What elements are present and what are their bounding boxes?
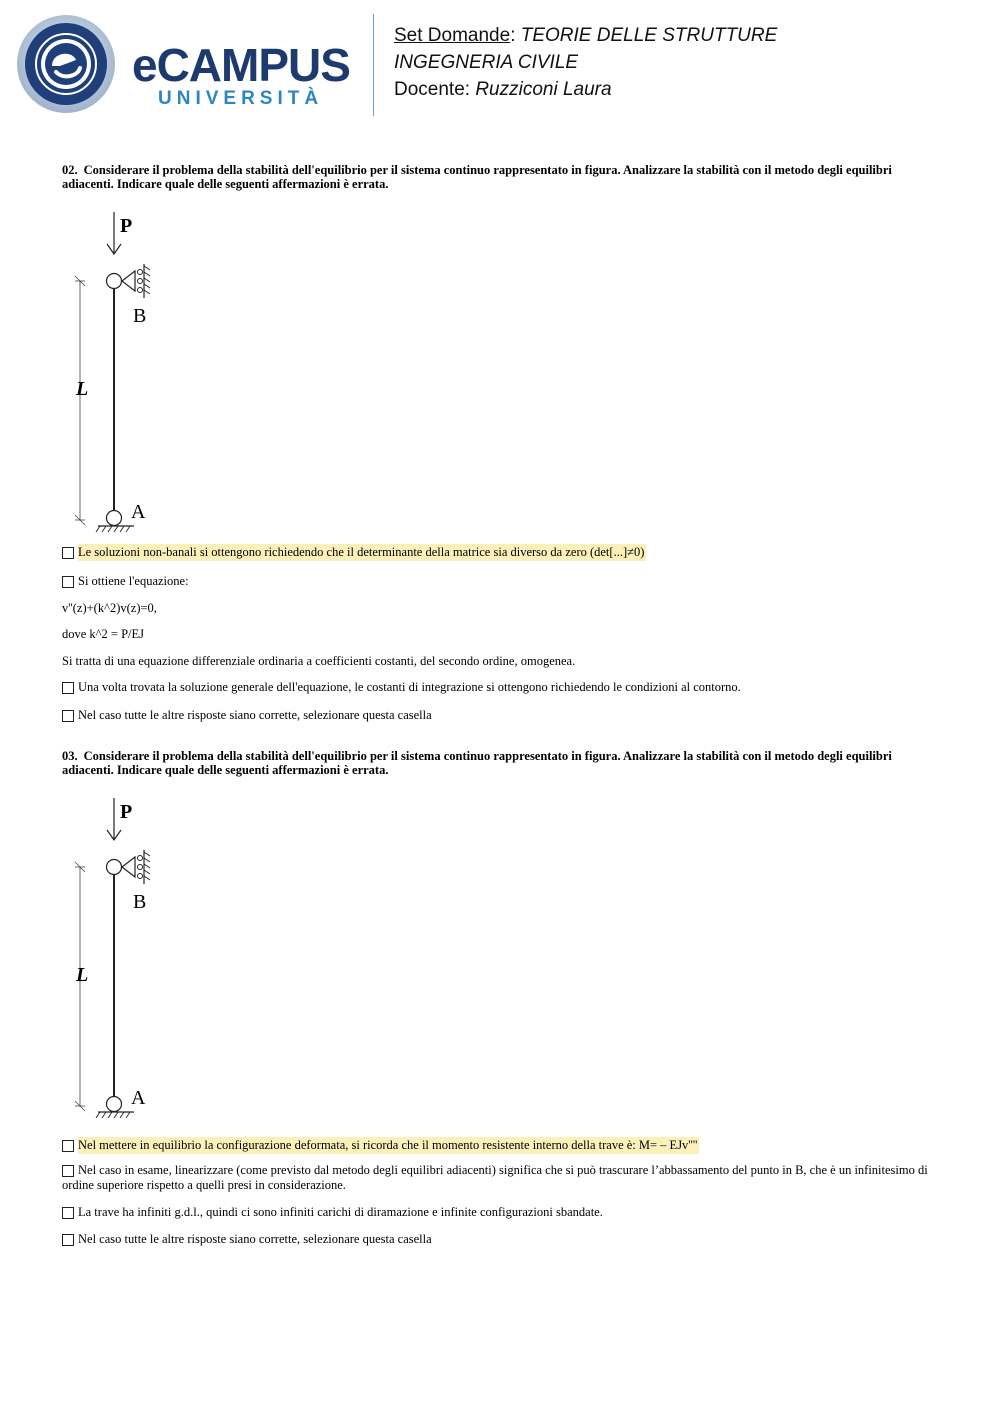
course-title: TEORIE DELLE STRUTTURE [520,25,778,46]
answer-text: Nel caso tutte le altre risposte siano corrette, selezionare questa casella [78,1232,432,1246]
question-body: Considerare il problema della stabilità dell'equilibrio per il sistema continuo rappresentato in figura. Analizzare la stabilità con il metodo degli equilibri adiacenti. Indicare quale delle seguenti affermazioni è errata. [62,749,892,777]
page-header [0,0,1000,130]
answer-checkbox[interactable] [62,547,74,559]
answer-text: Nel caso tutte le altre risposte siano corrette, selezionare questa casella [78,708,432,722]
equation-line: v''(z)+(k^2)v(z)=0, [62,601,157,615]
answer-checkbox[interactable] [62,710,74,722]
length-label: L [76,378,89,400]
set-separator: : [510,25,516,46]
top-support-triangle [122,857,135,877]
bottom-support-label: A [131,501,146,523]
bottom-support-label: A [131,1087,146,1109]
answer-option[interactable] [62,680,942,695]
course-subtitle: INGEGNERIA CIVILE [394,52,579,73]
teacher-name: Ruzziconi Laura [475,79,612,100]
load-label: P [120,215,133,237]
answer-option[interactable] [62,708,942,723]
answer-text: Le soluzioni non-banali si ottengono richiedendo che il determinante della matrice sia diverso da zero (det[...]≠0) [78,545,645,559]
answer-text: Nel caso in esame, linearizzare (come previsto dal metodo degli equilibri adiacenti) significa che si può trascurare l’abbassamento del punto in B, che è un infinitesimo di ordine superiore rispetto a quelli presi in considerazione. [62,1163,928,1192]
answer-text: Una volta trovata la soluzione generale dell'equazione, le costanti di integrazione si ottengono richiedendo le condizioni al contorno. [78,680,741,694]
answer-option[interactable] [62,1232,942,1247]
answer-text: La trave ha infiniti g.d.l., quindi ci sono infiniti carichi di diramazione e infinite configurazioni sbandate. [78,1205,603,1219]
beam-diagram [62,794,172,1124]
answer-checkbox[interactable] [62,576,74,588]
length-label: L [76,964,89,986]
equation-description: Si tratta di una equazione differenziale ordinaria a coefficienti costanti, del secondo ordine, omogenea. [62,654,576,668]
bottom-hinge [107,511,122,526]
question-number: 03. [62,749,78,763]
question-text [62,749,932,777]
answer-option[interactable] [62,1163,930,1193]
question-body: Considerare il problema della stabilità dell'equilibrio per il sistema continuo rappresentato in figura. Analizzare la stabilità con il metodo degli equilibri adiacenti. Indicare quale delle seguenti affermazioni è errata. [62,163,892,191]
brand-wordmark [132,40,357,112]
answer-option[interactable] [62,1205,942,1220]
question-02 [62,163,932,191]
question-number: 02. [62,163,78,177]
answer-option[interactable] [62,545,942,560]
bottom-hinge [107,1097,122,1112]
brand-main: eCAMPUS [132,39,350,91]
question-text [62,163,932,191]
top-support-label: B [133,305,147,327]
ecampus-emblem-icon [16,14,116,114]
answer-text: Nel mettere in equilibrio la configurazione deformata, si ricorda che il momento resistente interno della trave è: M= – EJv'''' [78,1138,698,1152]
answer-text: Si ottiene l'equazione: [78,574,189,588]
set-label: Set Domande [394,25,511,46]
top-support-triangle [122,271,135,291]
answer-checkbox[interactable] [62,1165,74,1177]
teacher-label: Docente: [394,79,471,100]
question-03 [62,749,932,777]
answer-checkbox[interactable] [62,1207,74,1219]
top-support-label: B [133,891,147,913]
answer-option[interactable] [62,1138,942,1153]
set-line [394,22,777,49]
answer-checkbox[interactable] [62,1234,74,1246]
top-hinge [107,274,122,289]
beam-diagram [62,208,172,538]
answer-checkbox[interactable] [62,1140,74,1152]
answer-checkbox[interactable] [62,682,74,694]
header-divider [373,14,374,116]
brand-sub: UNIVERSITÀ [158,88,324,109]
load-label: P [120,801,133,823]
top-hinge [107,860,122,875]
equation-definition: dove k^2 = P/EJ [62,627,145,641]
answer-option[interactable] [62,574,942,589]
course-info [394,22,777,103]
teacher-line [394,76,777,103]
